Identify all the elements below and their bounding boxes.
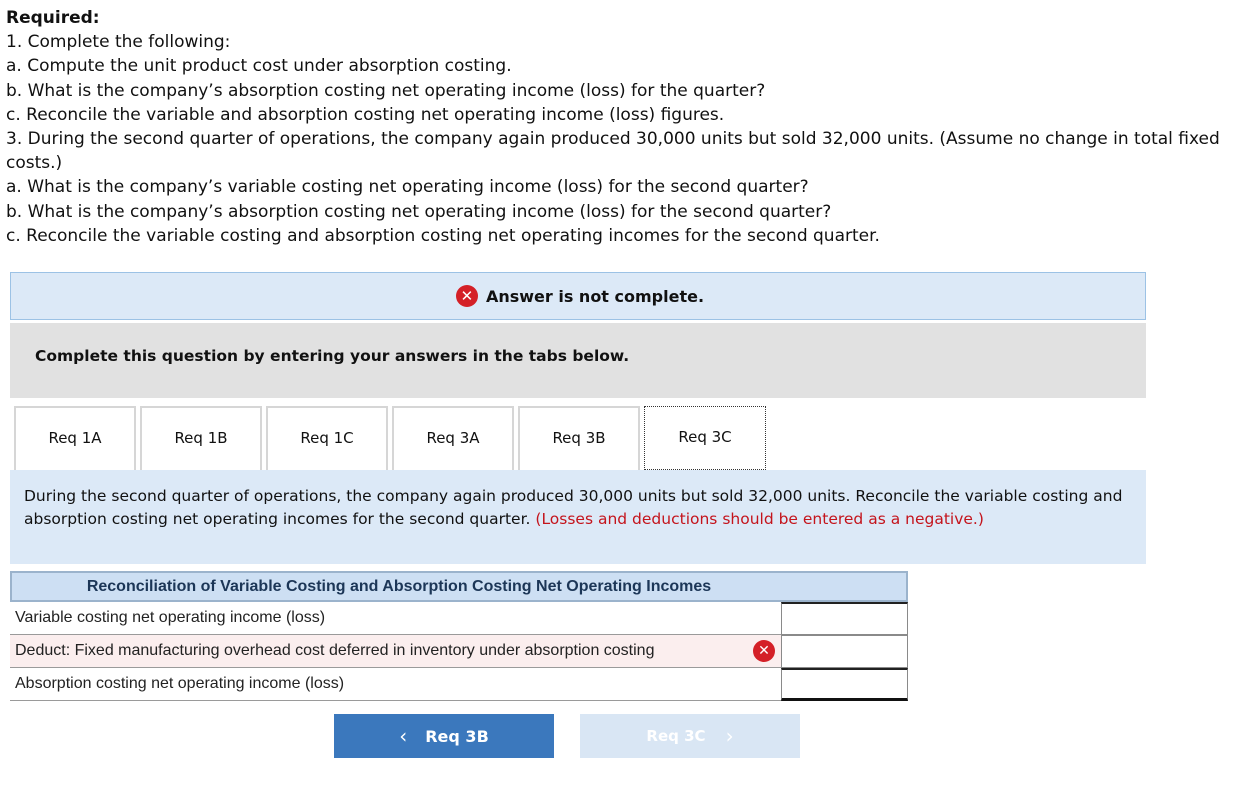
table-row (10, 602, 908, 635)
tab-req-3b[interactable]: Req 3B (518, 406, 640, 470)
prev-req-button[interactable] (334, 714, 554, 758)
reconciliation-table (10, 571, 908, 701)
variable-income-input[interactable] (781, 602, 908, 635)
tab-req-1c[interactable]: Req 1C (266, 406, 388, 470)
tab-bar (14, 406, 770, 470)
required-line-1a: a. Compute the unit product cost under absorption costing. (6, 56, 512, 77)
chevron-right-icon: › (725, 724, 734, 748)
required-line-3: 3. During the second quarter of operations, the company again produced 30,000 units but sold 32,000 units. (Assume no change in total fixed costs.) (6, 129, 1220, 174)
required-line-3b: b. What is the company’s absorption costing net operating income (loss) for the second quarter? (6, 201, 832, 222)
required-instructions (6, 6, 1238, 248)
answer-status (456, 285, 704, 307)
next-req-button[interactable] (580, 714, 800, 758)
x-circle-icon: ✕ (456, 285, 478, 307)
deferred-overhead-input[interactable] (781, 635, 908, 668)
required-line-3c: c. Reconcile the variable costing and absorption costing net operating incomes for the second quarter. (6, 225, 880, 246)
tab-req-1b[interactable]: Req 1B (140, 406, 262, 470)
required-line-1: 1. Complete the following: (6, 32, 231, 53)
description-note: (Losses and deductions should be entered as a negative.) (535, 509, 984, 528)
error-x-icon: ✕ (753, 640, 775, 662)
deferred-overhead-label-text: Deduct: Fixed manufacturing overhead cost deferred in inventory under absorption costing (15, 642, 655, 659)
required-title: Required: (6, 8, 100, 28)
question-description (10, 470, 1146, 564)
description-text: During the second quarter of operations, the company again produced 30,000 units but sold 32,000 units. Reconcile the variable costing and absorption costing net operating incomes for the second quarter. (24, 487, 1123, 528)
row-label-deferred-overhead (10, 635, 781, 668)
answer-status-text: Answer is not complete. (485, 286, 705, 306)
tab-req-3a[interactable]: Req 3A (392, 406, 514, 470)
required-line-1c: c. Reconcile the variable and absorption costing net operating income (loss) figures. (6, 104, 725, 125)
panel-title: Complete this question by entering your answers in the tabs below. (35, 347, 630, 365)
next-req-label: Req 3C (646, 727, 706, 745)
required-line-1b: b. What is the company’s absorption costing net operating income (loss) for the quarter? (6, 80, 766, 101)
absorption-income-input[interactable] (781, 668, 908, 701)
row-label-absorption-income: Absorption costing net operating income (loss) (10, 668, 781, 701)
instructions-panel (10, 323, 1146, 398)
prev-req-label: Req 3B (425, 726, 489, 746)
row-label-variable-income: Variable costing net operating income (loss) (10, 602, 781, 635)
tab-req-1a[interactable]: Req 1A (14, 406, 136, 470)
chevron-left-icon: ‹ (399, 724, 408, 748)
reconciliation-header: Reconciliation of Variable Costing and Absorption Costing Net Operating Incomes (10, 571, 908, 602)
required-line-3a: a. What is the company’s variable costing net operating income (loss) for the second quarter? (6, 177, 809, 198)
tab-req-3c[interactable]: Req 3C (644, 406, 766, 470)
answer-status-banner (10, 272, 1146, 320)
table-row (10, 635, 908, 668)
table-row (10, 668, 908, 701)
